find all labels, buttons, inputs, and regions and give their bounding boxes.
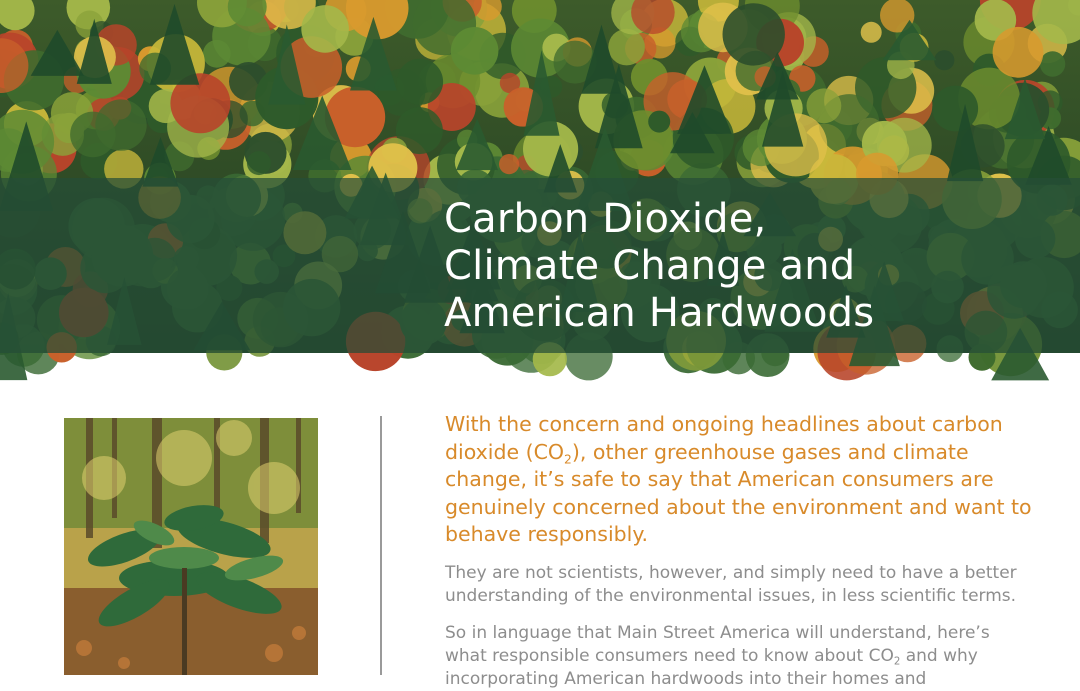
title-line-2: Climate Change and [444,243,856,289]
body-paragraph-2 [445,622,1035,691]
title-line-1: Carbon Dioxide, [444,196,767,242]
title-line-3: American Hardwoods [444,290,875,336]
seedling-photo [64,418,318,675]
p2-subscript: 2 [893,656,901,668]
body-paragraph-1: They are not scientists, however, and simply need to have a better understanding of the environmental issues, in less scientific terms. [445,563,1017,606]
page-title [444,196,1064,337]
p2-text-2: and why incorporating American hardwoods into their homes and [445,646,978,689]
intro-subscript: 2 [564,451,572,466]
column-divider [380,416,382,675]
p2-text-1: So in language that Main Street America will understand, here’s what responsible consumers need to know about CO [445,623,990,666]
intro-paragraph [445,411,1035,549]
intro-text-2: ), other greenhouse gases and climate change, it’s safe to say that American consumers are genuinely concerned about the environment and want to behave responsibly. [445,439,1032,546]
intro-text-1: With the concern and ongoing headlines about carbon dioxide (CO [445,412,1003,464]
